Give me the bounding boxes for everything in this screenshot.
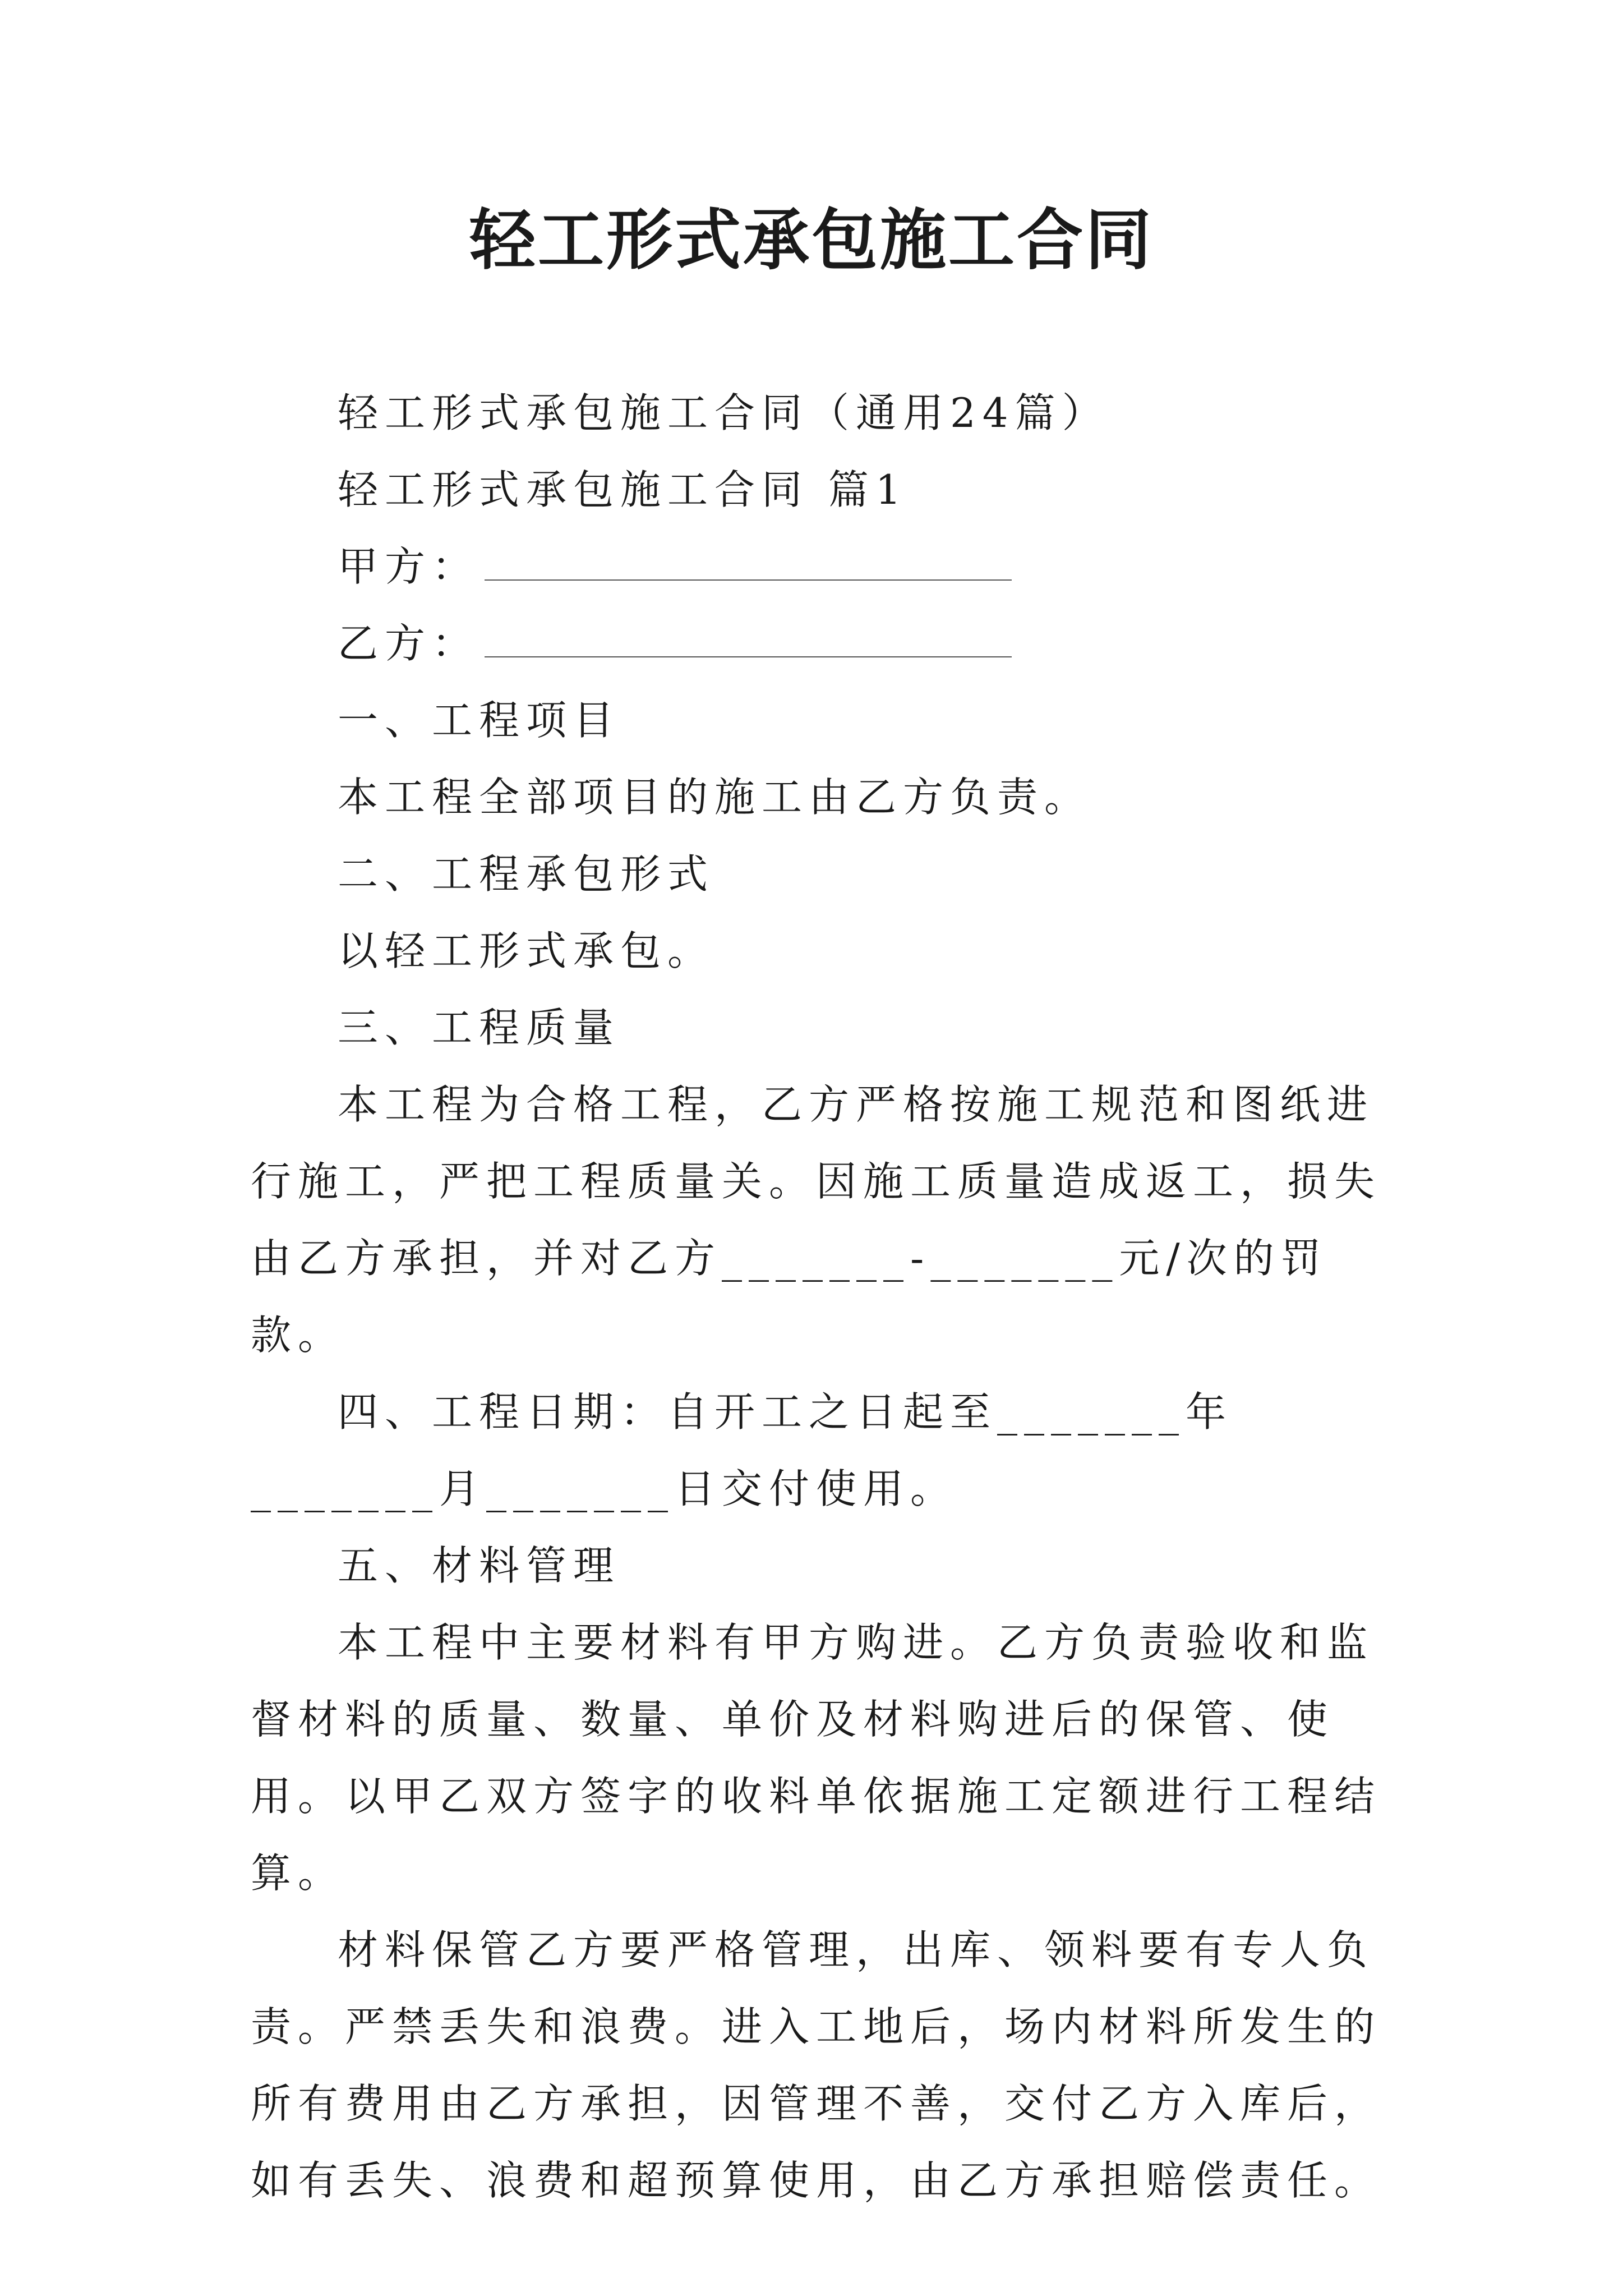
section-heading: 轻工形式承包施工合同 篇1 [338,466,908,513]
clause-text: 本工程中主要材料有甲方购进。乙方负责验收和监督材料的质量、数量、单价及材料购进后的保管、使用。以甲乙双方签字的收料单依据施工定额进行工程结算。 [251,1619,1382,1897]
party-b-blank [485,623,1012,657]
clause-heading: 五、材料管理 [338,1542,621,1589]
clause-text: 本工程全部项目的施工由乙方负责。 [338,774,1092,821]
clause-text: 四、工程日期：自开工之日起至_______年_______月_______日交付使用。 [251,1388,1233,1512]
clause-text: 以轻工形式承包。 [338,927,715,974]
party-b-line [251,605,1389,682]
clause-heading: 三、工程质量 [338,1004,621,1051]
clause-text: 本工程为合格工程，乙方严格按施工规范和图纸进行施工，严把工程质量关。因施工质量造成返工，损失由乙方承担，并对乙方_______-_______元/次的罚款。 [251,1081,1382,1359]
clause-heading: 一、工程项目 [338,697,621,744]
party-a-blank [485,546,1012,581]
party-a-line [251,528,1389,605]
party-a-label: 甲方： [338,543,479,590]
clause-text: 材料保管乙方要严格管理，出库、领料要有专人负责。严禁丢失和浪费。进入工地后，场内材料所发生的所有费用由乙方承担，因管理不善，交付乙方入库后，如有丢失、浪费和超预算使用，由乙方承担赔偿责任。 [251,1926,1382,2204]
clause-heading: 二、工程承包形式 [338,850,715,898]
document-body [251,375,1389,2219]
subtitle-paragraph: 轻工形式承包施工合同（通用24篇） [338,389,1109,436]
document-title: 轻工形式承包施工合同 [469,201,1154,279]
party-b-label: 乙方： [338,620,479,667]
